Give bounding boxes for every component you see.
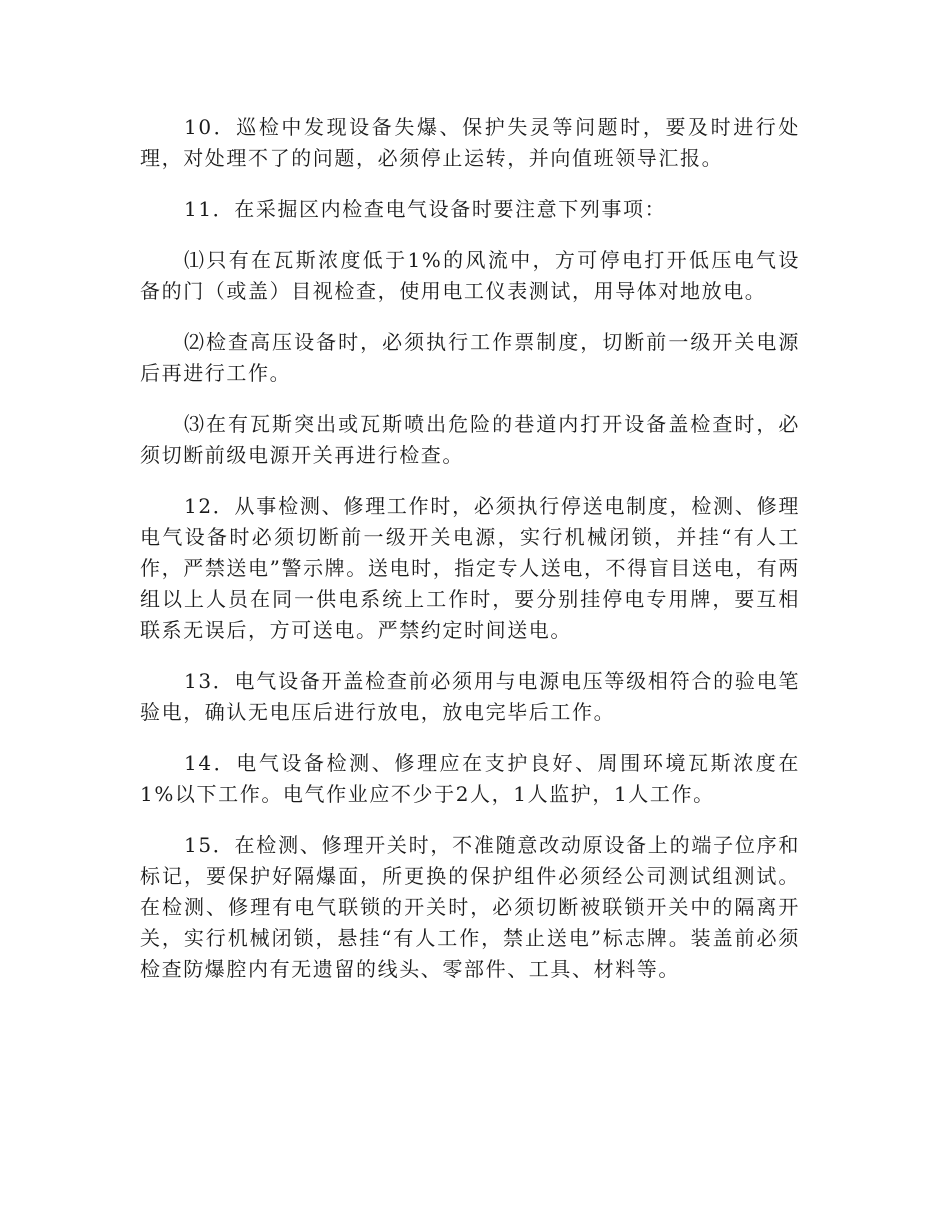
paragraph-item-13: 13．电气设备开盖检查前必须用与电源电压等级相符合的验电笔验电，确认无电压后进行放电，放电完毕后工作。 (140, 669, 800, 724)
paragraph-item-11: 11．在采掘区内检查电气设备时要注意下列事项： (184, 197, 667, 221)
paragraph-item-12: 12．从事检测、修理工作时，必须执行停送电制度，检测、修理电气设备时必须切断前一级开关电源，实行机械闭锁，并挂“有人工作，严禁送电”警示牌。送电时，指定专人送电，不得盲目送电，有两组以上人员在同一供电系统上工作时，要分别挂停电专用牌，要互相联系无误后，方可送电。严禁约定时间送电。 (140, 494, 800, 642)
document-body (140, 112, 800, 1005)
paragraph-item-15: 15．在检测、修理开关时，不准随意改动原设备上的端子位序和标记，要保护好隔爆面，所更换的保护组件必须经公司测试组测试。在检测、修理有电气联锁的开关时，必须切断被联锁开关中的隔离开关，实行机械闭锁，悬挂“有人工作，禁止送电”标志牌。装盖前必须检查防爆腔内有无遗留的线头、零部件、工具、材料等。 (140, 833, 800, 981)
paragraph-item-10: 10．巡检中发现设备失爆、保护失灵等问题时，要及时进行处理，对处理不了的问题，必须停止运转，并向值班领导汇报。 (140, 115, 800, 170)
paragraph-sub-item-3: ⑶在有瓦斯突出或瓦斯喷出危险的巷道内打开设备盖检查时，必须切断前级电源开关再进行检查。 (140, 412, 800, 467)
paragraph-sub-item-2: ⑵检查高压设备时，必须执行工作票制度，切断前一级开关电源后再进行工作。 (140, 330, 800, 385)
paragraph-item-14: 14．电气设备检测、修理应在支护良好、周围环境瓦斯浓度在1%以下工作。电气作业应不少于2人，1人监护，1人工作。 (140, 751, 800, 806)
paragraph-sub-item-1: ⑴只有在瓦斯浓度低于1%的风流中，方可停电打开低压电气设备的门（或盖）目视检查，使用电工仪表测试，用导体对地放电。 (140, 248, 800, 303)
